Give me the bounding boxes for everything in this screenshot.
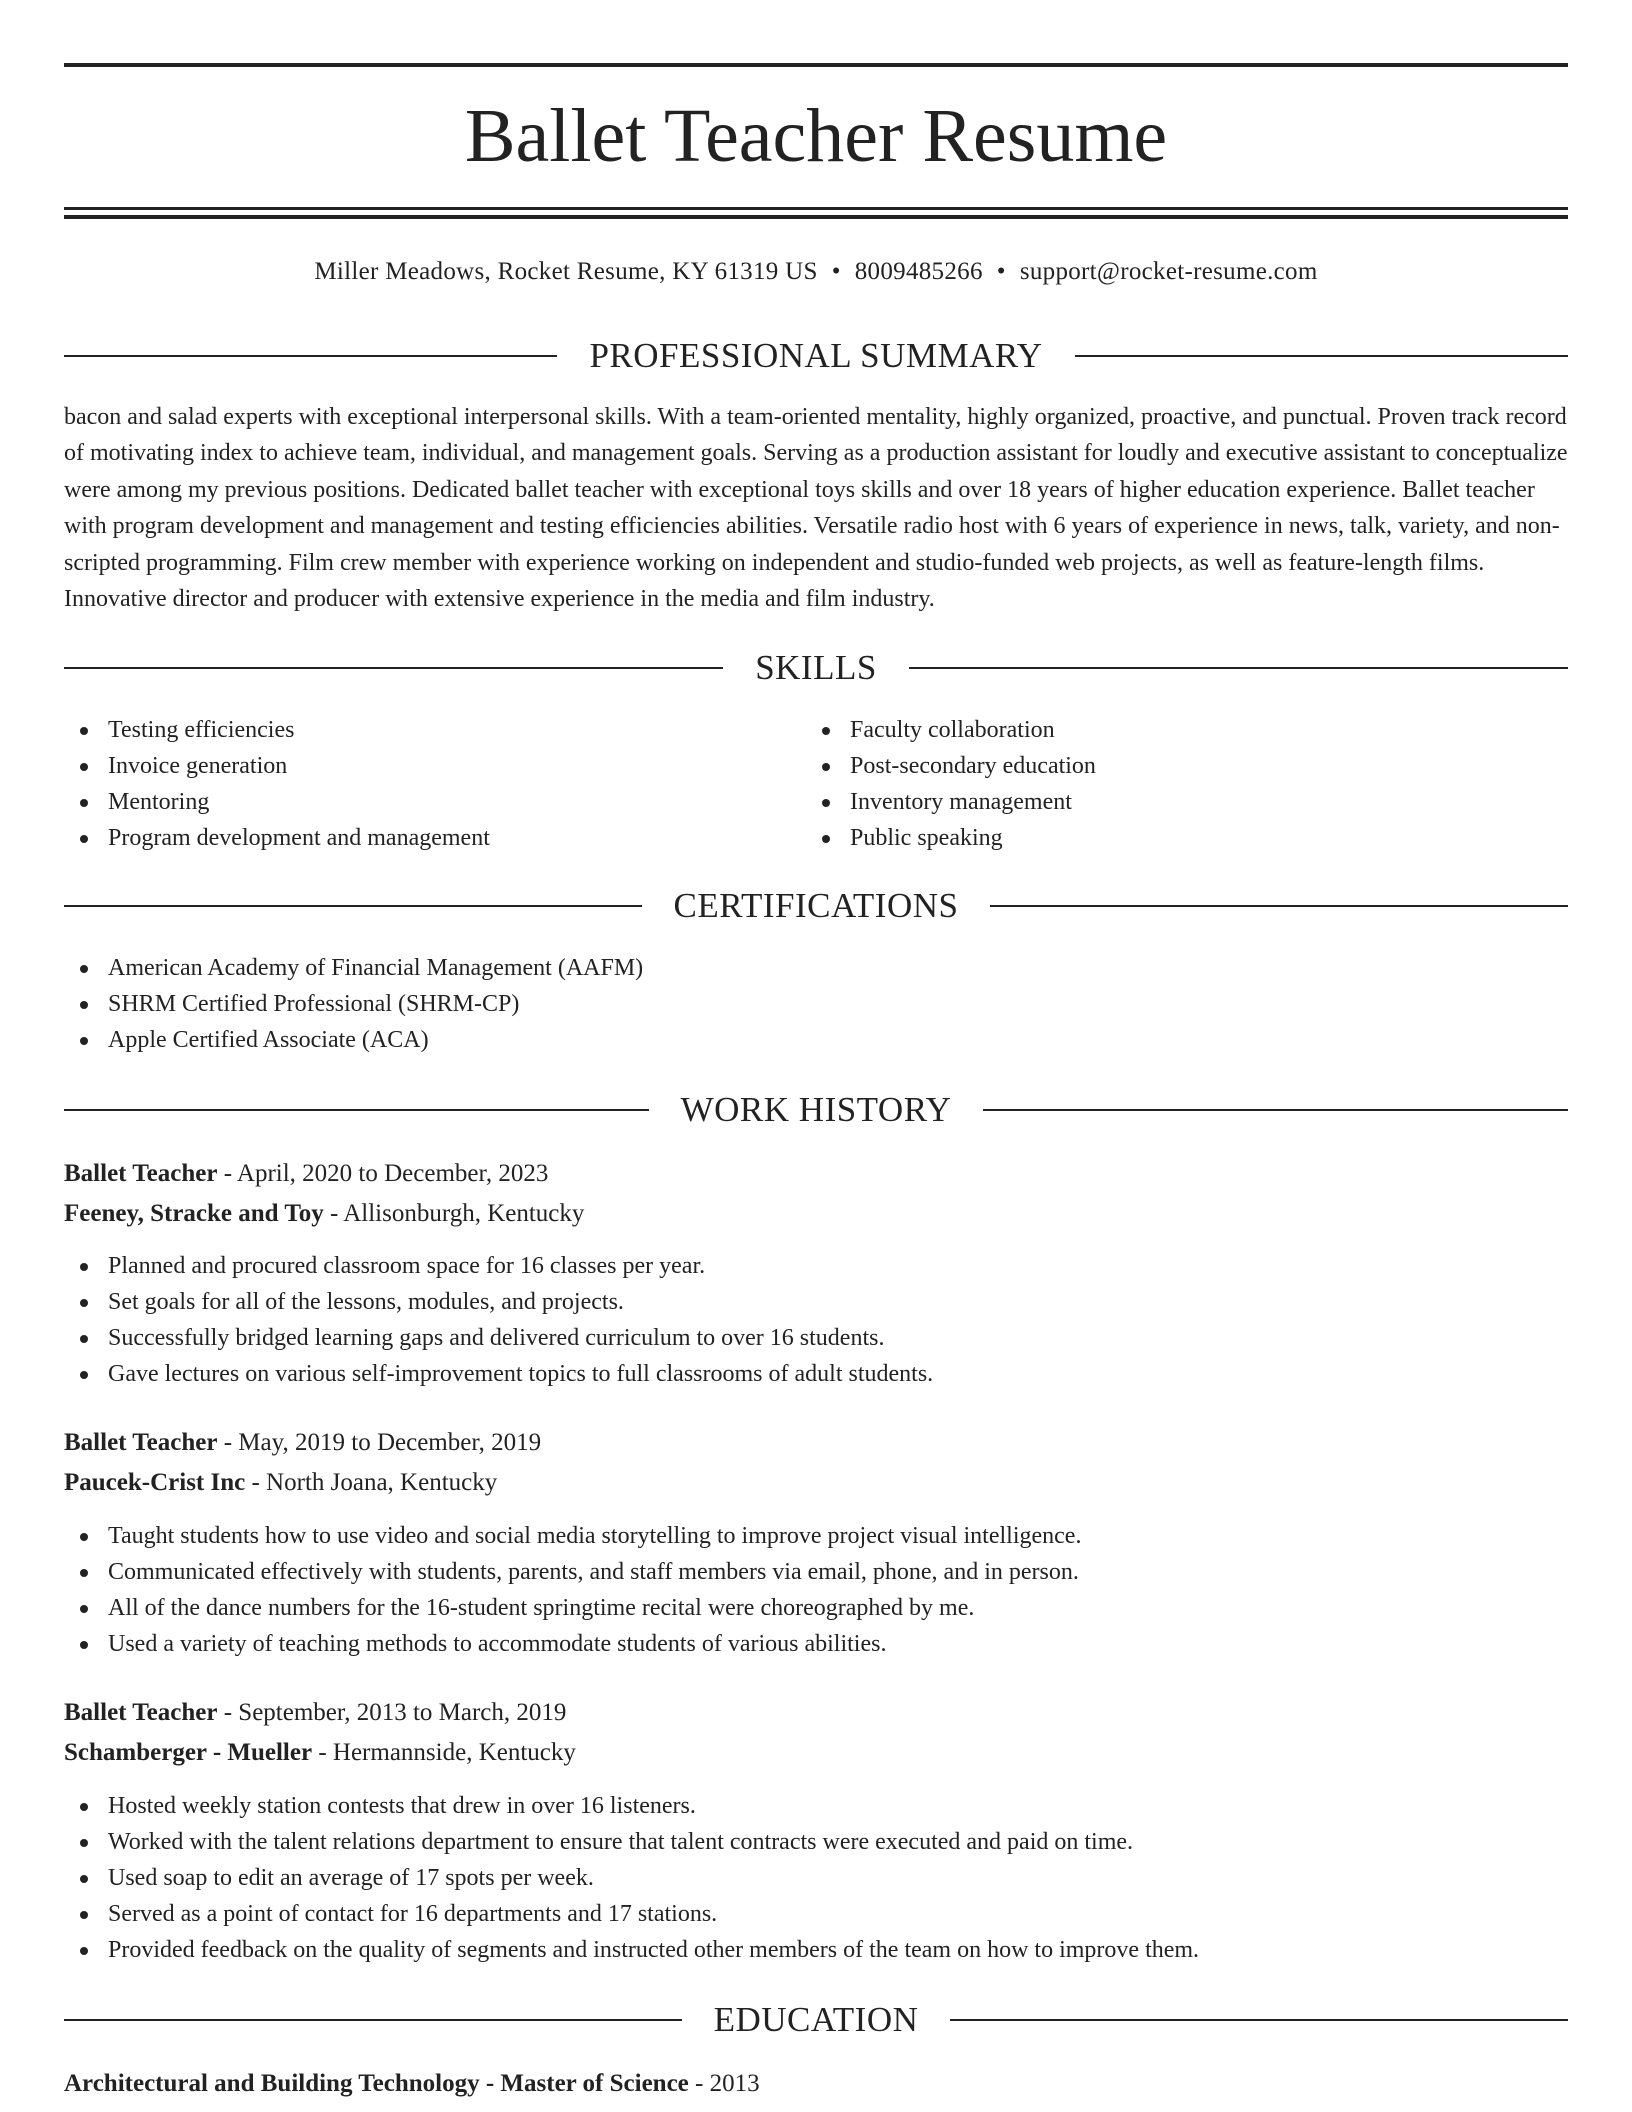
- list-item: Hosted weekly station contests that drew in over 16 listeners.: [64, 1788, 1568, 1824]
- list-item: Provided feedback on the quality of segments and instructed other members of the team on how to improve them.: [64, 1932, 1568, 1968]
- contact-email: support@rocket-resume.com: [1019, 258, 1318, 285]
- list-item: Post-secondary education: [806, 748, 1506, 784]
- job-location: - North Joana, Kentucky: [245, 1469, 498, 1496]
- education-entry: [64, 2066, 1568, 2102]
- section-title: WORK HISTORY: [680, 1090, 952, 1129]
- job-bullets: [64, 1248, 1568, 1392]
- section-header-education: [64, 1997, 1568, 2043]
- job-dates: - May, 2019 to December, 2019: [217, 1429, 542, 1456]
- job-title-line: [64, 1695, 1568, 1731]
- list-item: SHRM Certified Professional (SHRM-CP): [64, 986, 1568, 1022]
- job-location: - Allisonburgh, Kentucky: [323, 1200, 585, 1227]
- page-title: Ballet Teacher Resume: [464, 94, 1168, 178]
- title-rule-lower: [64, 215, 1568, 219]
- job-company-line: [64, 1735, 1568, 1771]
- section-title: SKILLS: [755, 648, 877, 687]
- list-item: Program development and management: [64, 820, 764, 856]
- job-title-line: [64, 1156, 1568, 1192]
- contact-phone: 8009485266: [854, 258, 983, 285]
- contact-line: [64, 255, 1568, 289]
- job-entry: [64, 1156, 1568, 1232]
- job-title: Ballet Teacher: [64, 1699, 218, 1726]
- list-item: Gave lectures on various self-improvement topics to full classrooms of adult students.: [64, 1356, 1568, 1392]
- divider: [64, 355, 557, 357]
- contact-separator: •: [831, 258, 841, 285]
- divider: [909, 667, 1568, 669]
- education-degree: Architectural and Building Technology - Master of Science: [64, 2070, 689, 2097]
- divider: [1075, 355, 1568, 357]
- list-item: Inventory management: [806, 784, 1506, 820]
- job-title: Ballet Teacher: [64, 1160, 218, 1187]
- skills-list-left: [64, 712, 764, 856]
- list-item: All of the dance numbers for the 16-student springtime recital were choreographed by me.: [64, 1590, 1568, 1626]
- certifications-list: [64, 950, 1568, 1058]
- title-rule-upper: [64, 207, 1568, 210]
- divider: [64, 905, 642, 907]
- section-title: CERTIFICATIONS: [673, 886, 959, 925]
- job-bullets: [64, 1788, 1568, 1968]
- job-company: Schamberger - Mueller: [64, 1739, 313, 1766]
- top-rule: [64, 63, 1568, 67]
- list-item: Faculty collaboration: [806, 712, 1506, 748]
- divider: [64, 2019, 682, 2021]
- divider: [64, 667, 723, 669]
- list-item: Worked with the talent relations department to ensure that talent contracts were executed and paid on time.: [64, 1824, 1568, 1860]
- list-item: Invoice generation: [64, 748, 764, 784]
- contact-separator: •: [996, 258, 1006, 285]
- job-bullets: [64, 1518, 1568, 1662]
- list-item: Testing efficiencies: [64, 712, 764, 748]
- divider: [983, 1109, 1568, 1111]
- section-header-certifications: [64, 883, 1568, 929]
- job-dates: - September, 2013 to March, 2019: [217, 1699, 567, 1726]
- job-company-line: [64, 1465, 1568, 1501]
- job-company-line: [64, 1196, 1568, 1232]
- section-title: PROFESSIONAL SUMMARY: [589, 336, 1043, 375]
- list-item: American Academy of Financial Management (AAFM): [64, 950, 1568, 986]
- skills-list-right: [806, 712, 1506, 856]
- list-item: Served as a point of contact for 16 departments and 17 stations.: [64, 1896, 1568, 1932]
- section-header-work-history: [64, 1087, 1568, 1133]
- section-header-skills: [64, 645, 1568, 691]
- list-item: Taught students how to use video and social media storytelling to improve project visual intelligence.: [64, 1518, 1568, 1554]
- contact-address: Miller Meadows, Rocket Resume, KY 61319 US: [314, 258, 818, 285]
- divider: [990, 905, 1568, 907]
- job-entry: [64, 1425, 1568, 1501]
- list-item: Apple Certified Associate (ACA): [64, 1022, 1568, 1058]
- list-item: Mentoring: [64, 784, 764, 820]
- job-location: - Hermannside, Kentucky: [312, 1739, 576, 1766]
- job-title: Ballet Teacher: [64, 1429, 218, 1456]
- list-item: Set goals for all of the lessons, modules, and projects.: [64, 1284, 1568, 1320]
- job-company: Paucek-Crist Inc: [64, 1469, 246, 1496]
- job-company: Feeney, Stracke and Toy: [64, 1200, 324, 1227]
- list-item: Communicated effectively with students, parents, and staff members via email, phone, and in person.: [64, 1554, 1568, 1590]
- job-entry: [64, 1695, 1568, 1771]
- list-item: Used soap to edit an average of 17 spots per week.: [64, 1860, 1568, 1896]
- list-item: Successfully bridged learning gaps and delivered curriculum to over 16 students.: [64, 1320, 1568, 1356]
- divider: [64, 1109, 649, 1111]
- section-title: EDUCATION: [713, 2000, 919, 2039]
- divider: [950, 2019, 1568, 2021]
- job-title-line: [64, 1425, 1568, 1461]
- list-item: Public speaking: [806, 820, 1506, 856]
- education-year: - 2013: [688, 2070, 760, 2097]
- job-dates: - April, 2020 to December, 2023: [217, 1160, 549, 1187]
- education-line: [64, 2066, 1568, 2102]
- list-item: Used a variety of teaching methods to accommodate students of various abilities.: [64, 1626, 1568, 1662]
- section-header-summary: [64, 333, 1568, 379]
- summary-text: bacon and salad experts with exceptional interpersonal skills. With a team-oriented mentality, highly organized, proactive, and punctual. Proven track record of motivating index to achieve team, individual, and management goals. Serving as a production assistant for loudly and executive assistant to conceptualize were among my previous positions. Dedicated ballet teacher with exceptional toys skills and over 18 years of higher education experience. Ballet teacher with program development and management and testing efficiencies abilities. Versatile radio host with 6 years of experience in news, talk, variety, and non-scripted programming. Film crew member with experience working on independent and studio-funded web projects, as well as feature-length films. Innovative director and producer with extensive experience in the media and film industry.: [64, 404, 1568, 613]
- list-item: Planned and procured classroom space for 16 classes per year.: [64, 1248, 1568, 1284]
